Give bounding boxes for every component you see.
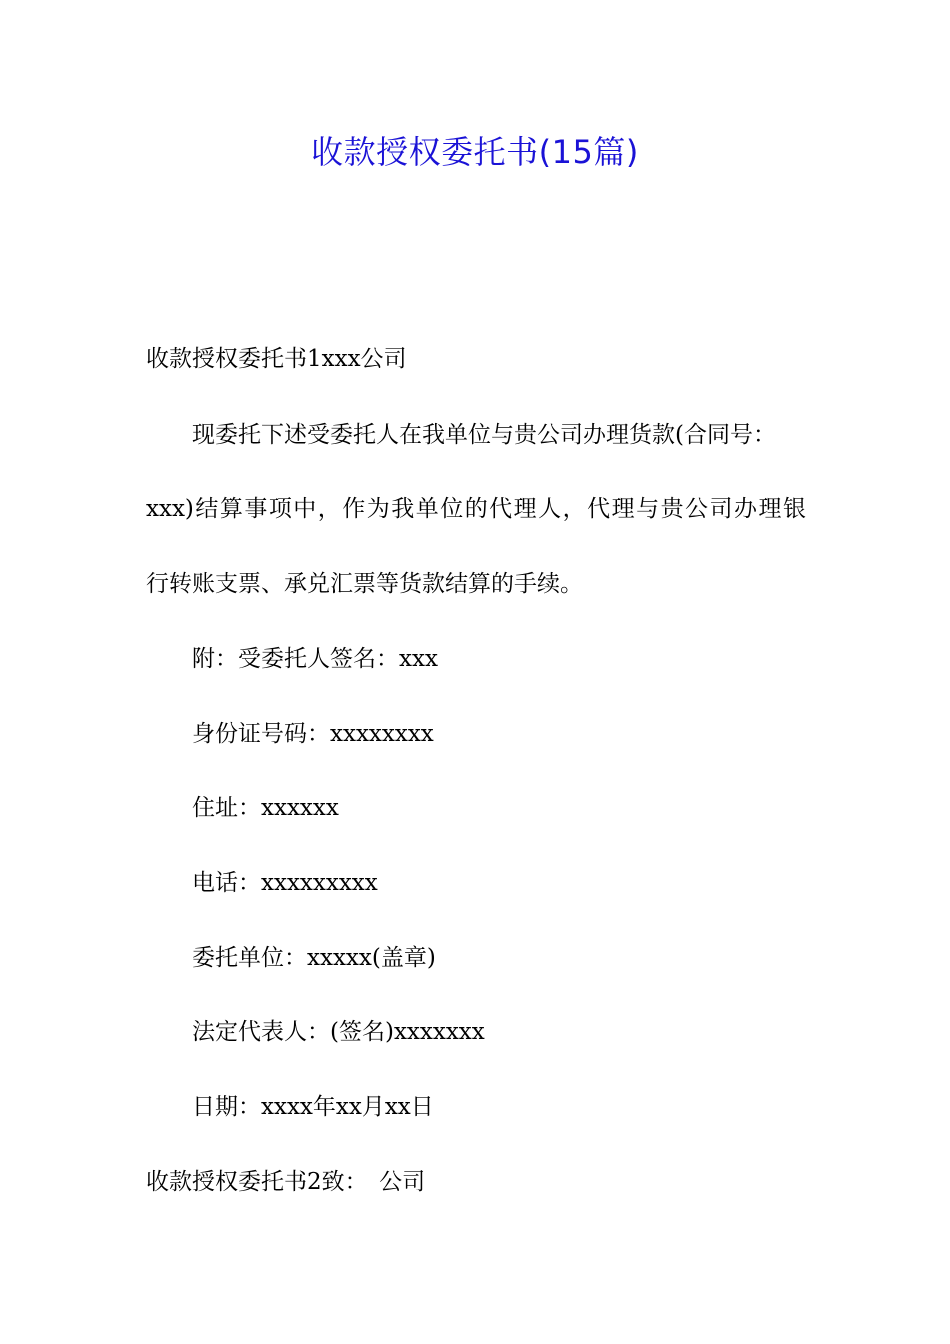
section-heading-1: 收款授权委托书1xxx公司	[146, 346, 407, 372]
signature-line: 附：受委托人签名：xxx	[192, 646, 438, 672]
phone-line: 电话：xxxxxxxxx	[192, 870, 378, 896]
paragraph-line-1: 现委托下述受委托人在我单位与贵公司办理货款(合同号：	[192, 422, 776, 448]
address-line: 住址：xxxxxx	[192, 795, 339, 821]
paragraph-line-3: 行转账支票、承兑汇票等货款结算的手续。	[146, 571, 583, 597]
document-title: 收款授权委托书(15篇)	[311, 133, 639, 171]
paragraph-line-2: xxx)结算事项中，作为我单位的代理人，代理与贵公司办理银	[146, 496, 806, 522]
entrusting-unit-line: 委托单位：xxxxx(盖章)	[192, 945, 436, 971]
id-number-line: 身份证号码：xxxxxxxx	[192, 721, 434, 747]
section-heading-2: 收款授权委托书2致： 公司	[146, 1169, 426, 1195]
date-line: 日期：xxxx年xx月xx日	[192, 1094, 434, 1120]
legal-representative-line: 法定代表人：(签名)xxxxxxx	[192, 1019, 485, 1045]
